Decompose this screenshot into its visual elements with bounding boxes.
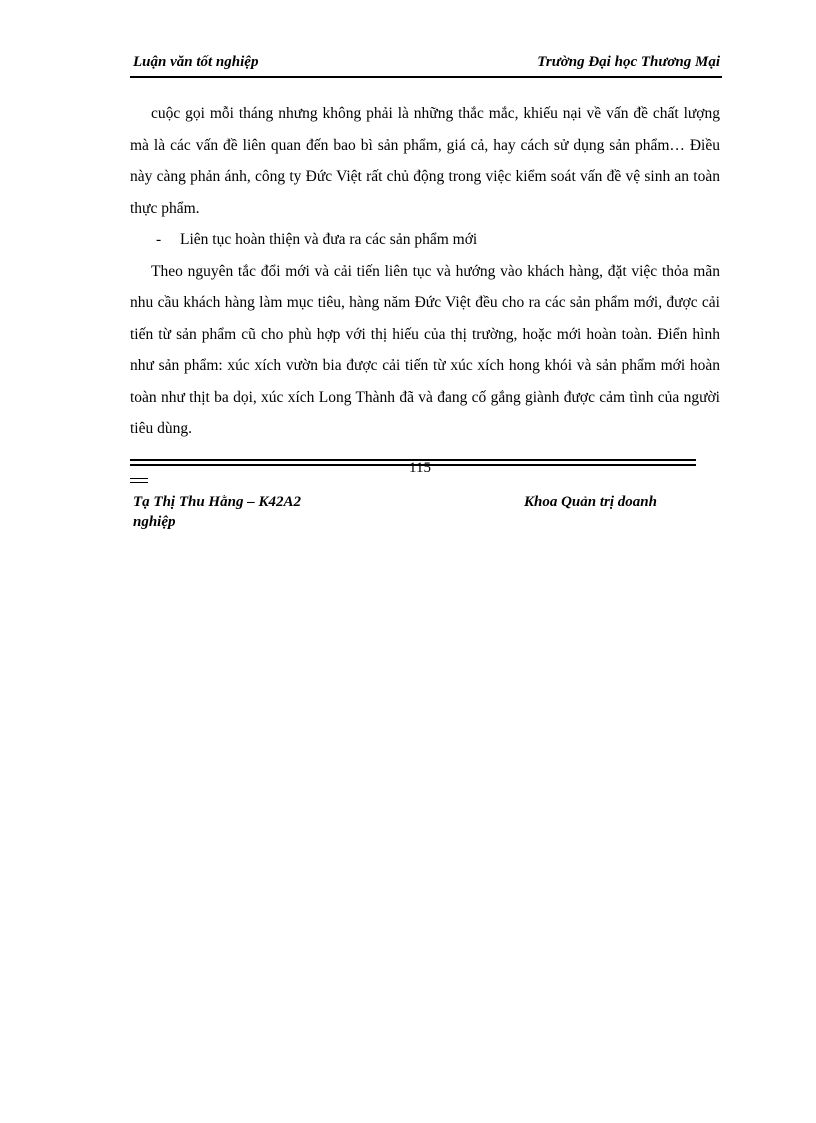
page-number: 115 (409, 460, 431, 476)
header-university-name: Trường Đại học Thương Mại (537, 54, 720, 70)
header-divider (130, 76, 722, 78)
page-body (130, 98, 720, 445)
bullet-dash: - (156, 231, 162, 248)
paragraph-2: Theo nguyên tắc đổi mới và cải tiến liên tục và hướng vào khách hàng, đặt việc thỏa mãn nhu cầu khách hàng làm mục tiêu, hàng năm Đức Việt đều cho ra các sản phẩm mới, được cải tiến từ sản phẩm cũ cho phù hợp với thị hiếu của thị trường, hoặc mới hoàn toàn. Điển hình như sản phẩm: xúc xích vườn bia được cải tiến từ xúc xích hong khói và sản phẩm mới hoàn toàn như thịt ba dọi, xúc xích Long Thành đã và đang cố gắng giành được cảm tình của người tiêu dùng. (130, 262, 720, 437)
footer-department: Khoa Quản trị doanh (524, 494, 657, 510)
footer-short-rule (130, 482, 148, 483)
footer-short-rule (130, 478, 148, 479)
bullet-text: Liên tục hoàn thiện và đưa ra các sản phẩm mới (180, 231, 478, 248)
paragraph-1: cuộc gọi mỗi tháng nhưng không phải là những thắc mắc, khiếu nại về vấn đề chất lượng mà là các vấn đề liên quan đến bao bì sản phẩm, giá cả, hay cách sử dụng sản phẩm… Điều này càng phản ánh, công ty Đức Việt rất chủ động trong việc kiểm soát vấn đề vệ sinh an toàn thực phẩm. (130, 105, 720, 217)
header-thesis-title: Luận văn tốt nghiệp (133, 54, 259, 70)
footer-author: Tạ Thị Thu Hằng – K42A2 (133, 494, 301, 510)
bullet-item (130, 224, 720, 256)
footer-department-wrap: nghiệp (133, 514, 176, 530)
